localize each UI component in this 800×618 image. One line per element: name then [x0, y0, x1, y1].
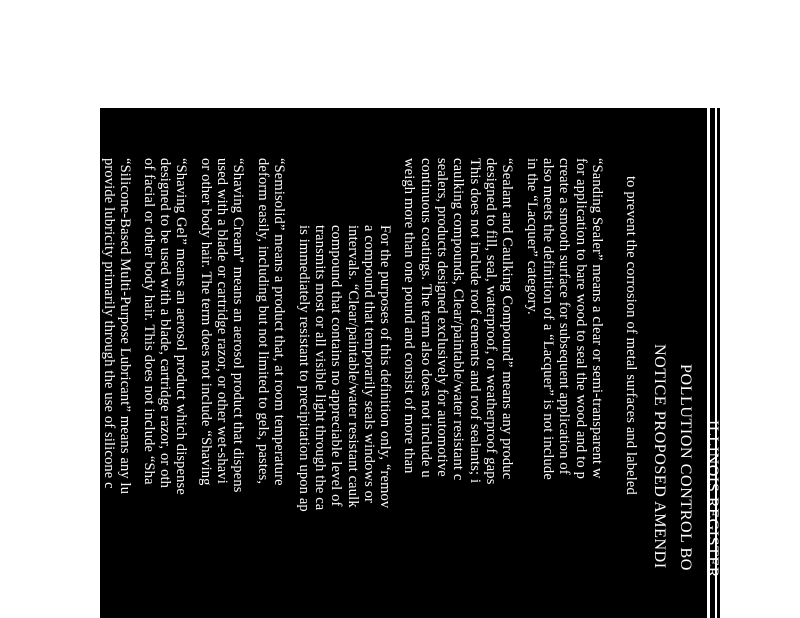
body-line: transmits most or all visible light through the ca: [312, 225, 328, 511]
body-line: weigh more than one pound and consist of more than: [401, 158, 417, 474]
body-line: “Semisolid” means a product that, at room temperature: [271, 158, 287, 486]
body-line: “Shaving Cream” means an aerosol product that dispens: [230, 158, 246, 493]
body-line: used with a blade or cartridge razor, or other wet-shavi: [214, 158, 230, 484]
body-line: to prevent the corrosion of metal surfaces and labeled: [623, 176, 639, 495]
body-line: or other body hair. The term does not include “Shaving: [198, 158, 214, 486]
body-line: lubrication, or for use in a wide variety of applications.: [68, 158, 84, 487]
body-line: deform easily, including but not limited to gels, pastes,: [255, 158, 271, 485]
body-line: of facial or other body hair. This does not include “Sha: [141, 158, 157, 485]
notice-title: NOTICE PROPOSED AMENDI: [651, 344, 668, 569]
register-title: ILLINOIS REGISTER: [704, 420, 721, 579]
body-line: provide lubricity primarily through the use of silicone c: [101, 158, 117, 489]
body-line: in the “Lacquer” category.: [524, 158, 540, 315]
body-line: intervals. “Clear/paintable/water resistant caulk: [345, 225, 361, 508]
body-line: limited to, polydimethylsiloxane, and designed and labe: [84, 158, 100, 491]
body-line: This does not include roof cements and roof sealants; i: [467, 158, 483, 484]
body-line: for application to bare wood to seal the wood and to p: [573, 158, 589, 479]
body-line: “Shaving Gel” means an aerosol product which dispense: [173, 158, 189, 495]
body-line: caulking compounds, Clear/paintable/water resistant c: [450, 158, 466, 481]
body-line: create a smooth surface for subsequent application of: [556, 158, 572, 475]
body-line: “Sanding Sealer” means a clear or semi-transparent w: [589, 158, 605, 479]
body-line: compound that contains no appreciable level of: [328, 225, 344, 507]
body-line: products designed and labeled exclusively to release ma: [52, 158, 68, 492]
body-line: “Sealant and Caulking Compound” means any produc: [499, 158, 515, 480]
board-title: POLLUTION CONTROL BO: [677, 364, 694, 571]
body-line: continuous coatings. The term also does not include u: [418, 158, 434, 478]
body-line: For the purposes of this definition only, “remov: [377, 225, 393, 509]
body-line: a compound that temporarily seals windows or: [361, 225, 377, 504]
body-line: designed to fill, seal, waterproof, or weatherproof gaps: [483, 158, 499, 485]
rotated-text-block: [52, 108, 721, 618]
body-line: is immediately resistant to precipitation upon ap: [296, 225, 312, 512]
body-line: also meets the definition of a “Lacquer” is not include: [540, 158, 556, 480]
body-line: sealers, products designed exclusively for automotive: [434, 158, 450, 477]
body-line: designed to be used with a blade, cartridge razor, or oth: [157, 158, 173, 489]
body-line: “Silicone-Based Multi-Purpose Lubricant” means any lu: [117, 158, 133, 495]
